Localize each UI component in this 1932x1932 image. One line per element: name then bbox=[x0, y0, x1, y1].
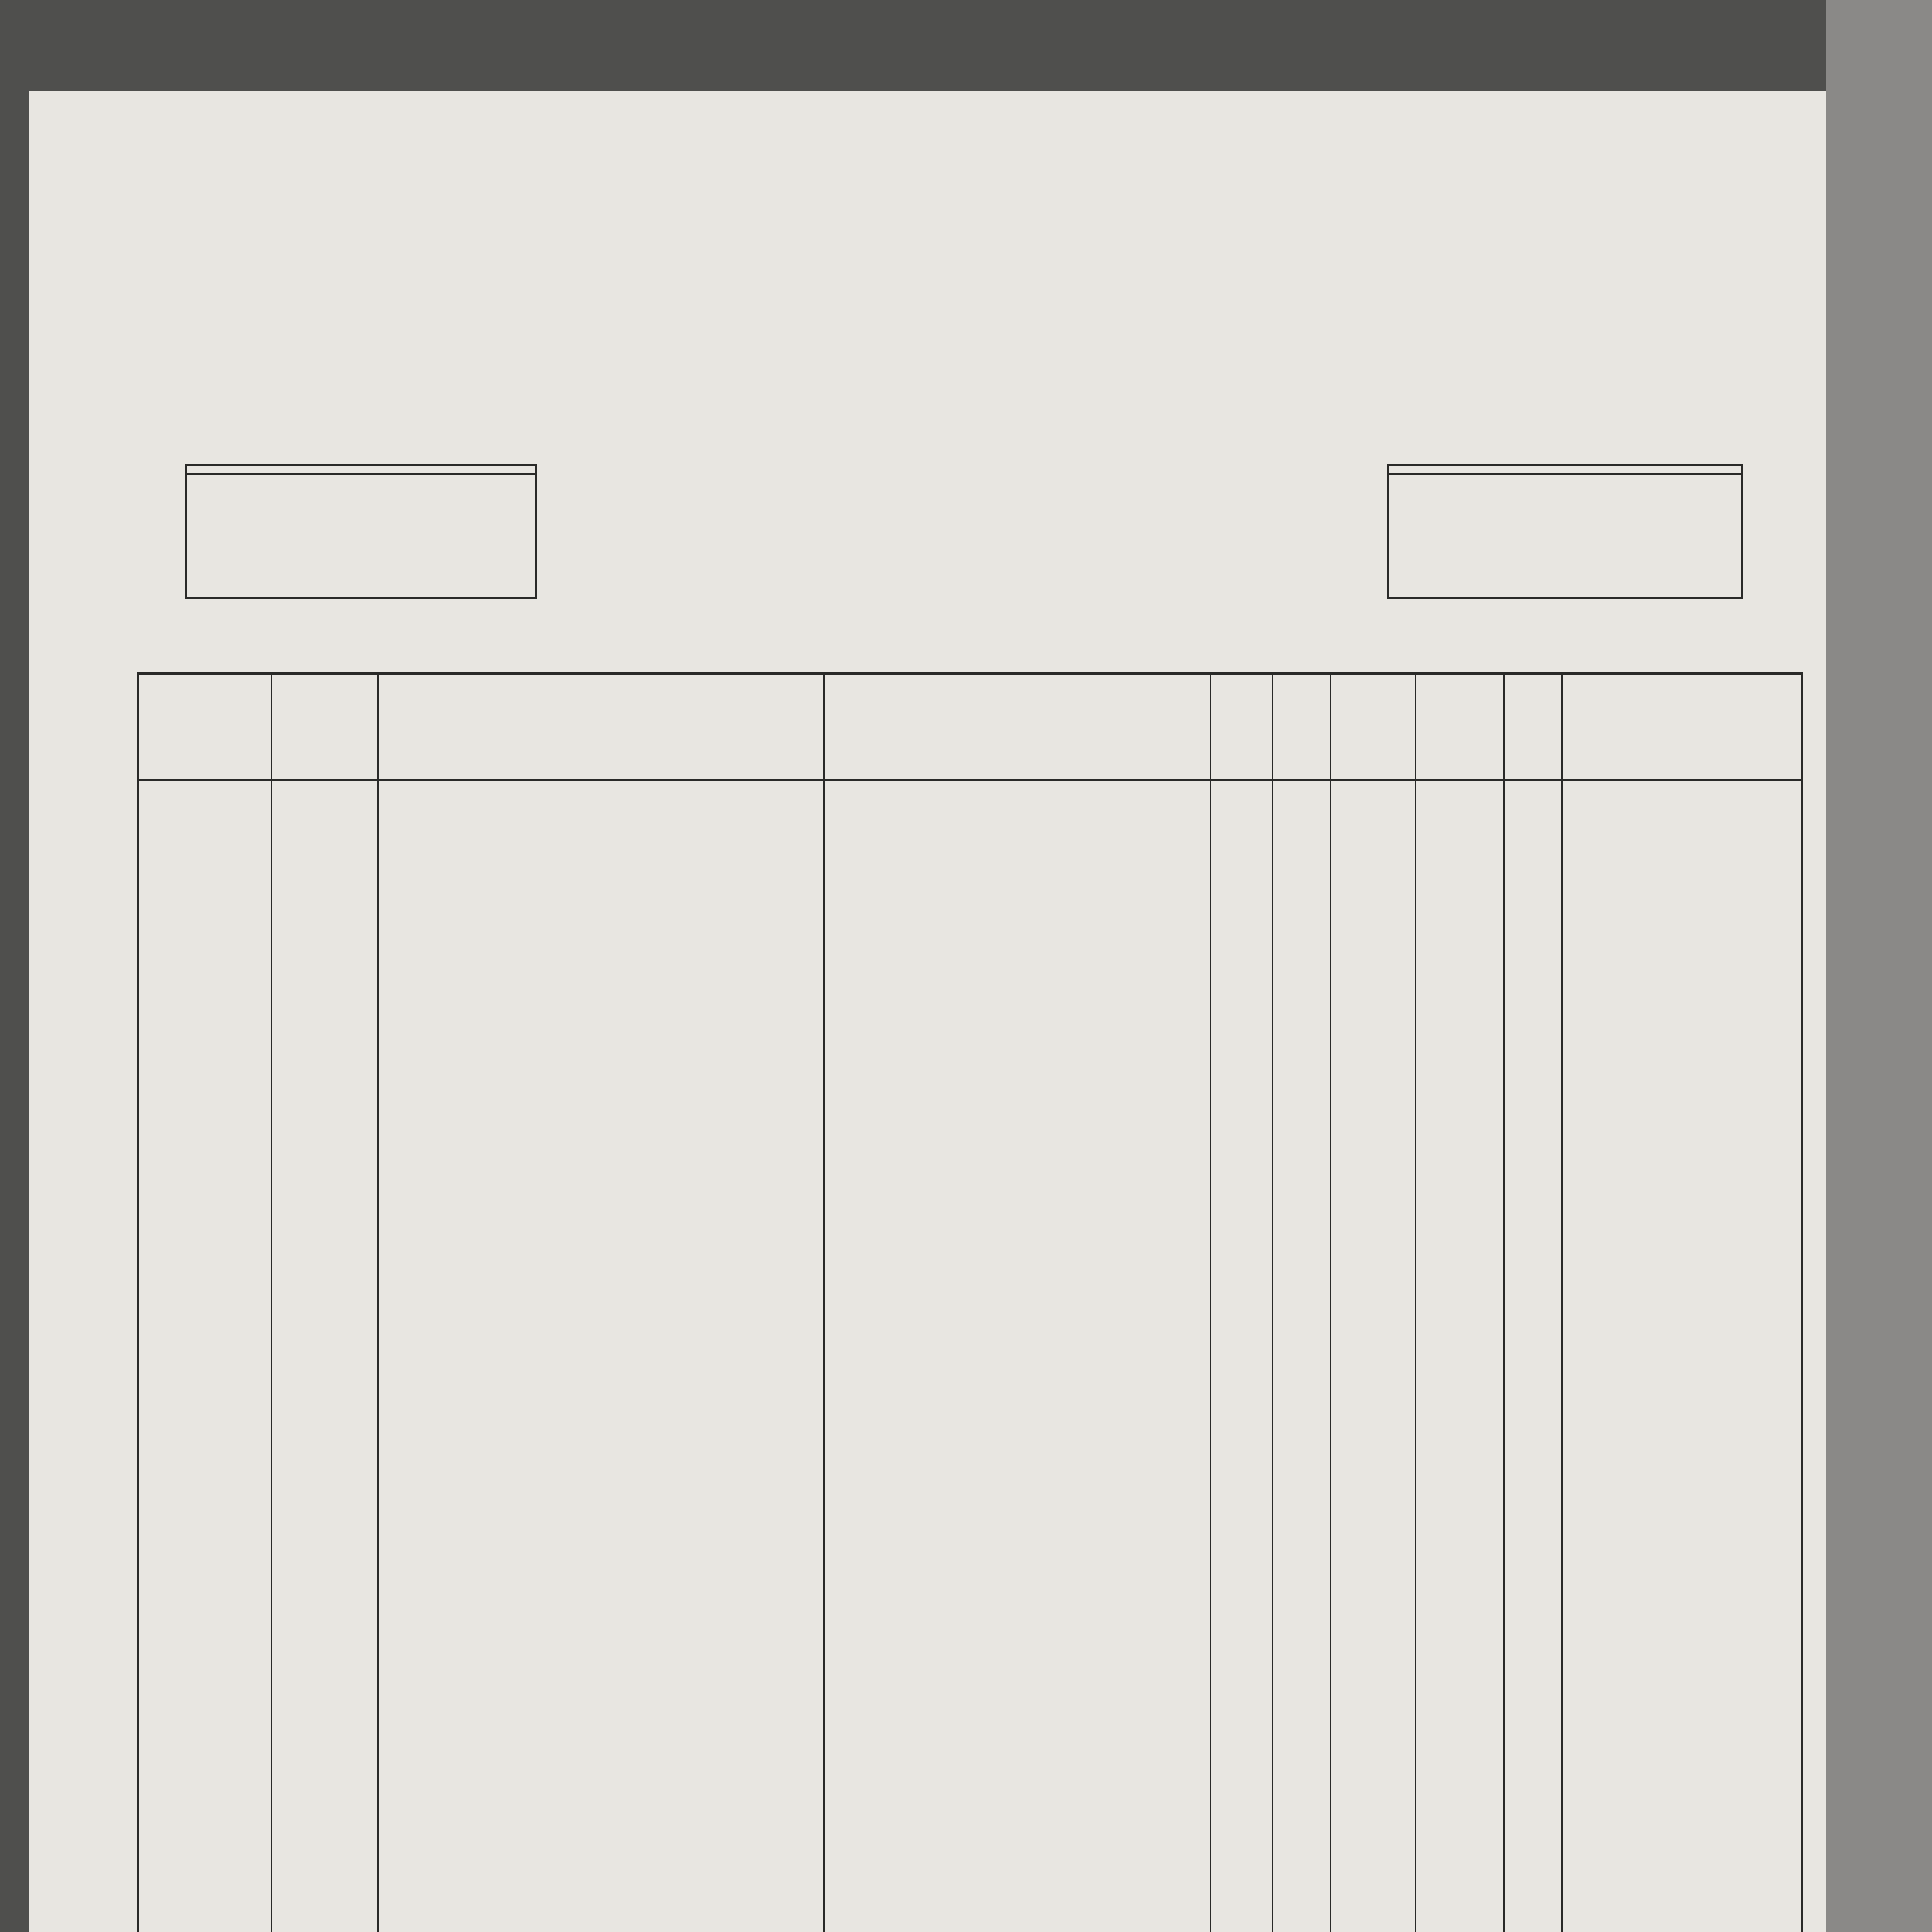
quotation-table bbox=[137, 672, 1803, 1932]
subscription-box-right bbox=[1387, 464, 1743, 599]
subscription-box-left bbox=[185, 464, 537, 599]
subscription-title bbox=[1389, 466, 1741, 475]
trial-offer bbox=[1565, 475, 1741, 483]
scan-background bbox=[1826, 0, 1932, 1932]
subscription-title bbox=[187, 466, 535, 475]
